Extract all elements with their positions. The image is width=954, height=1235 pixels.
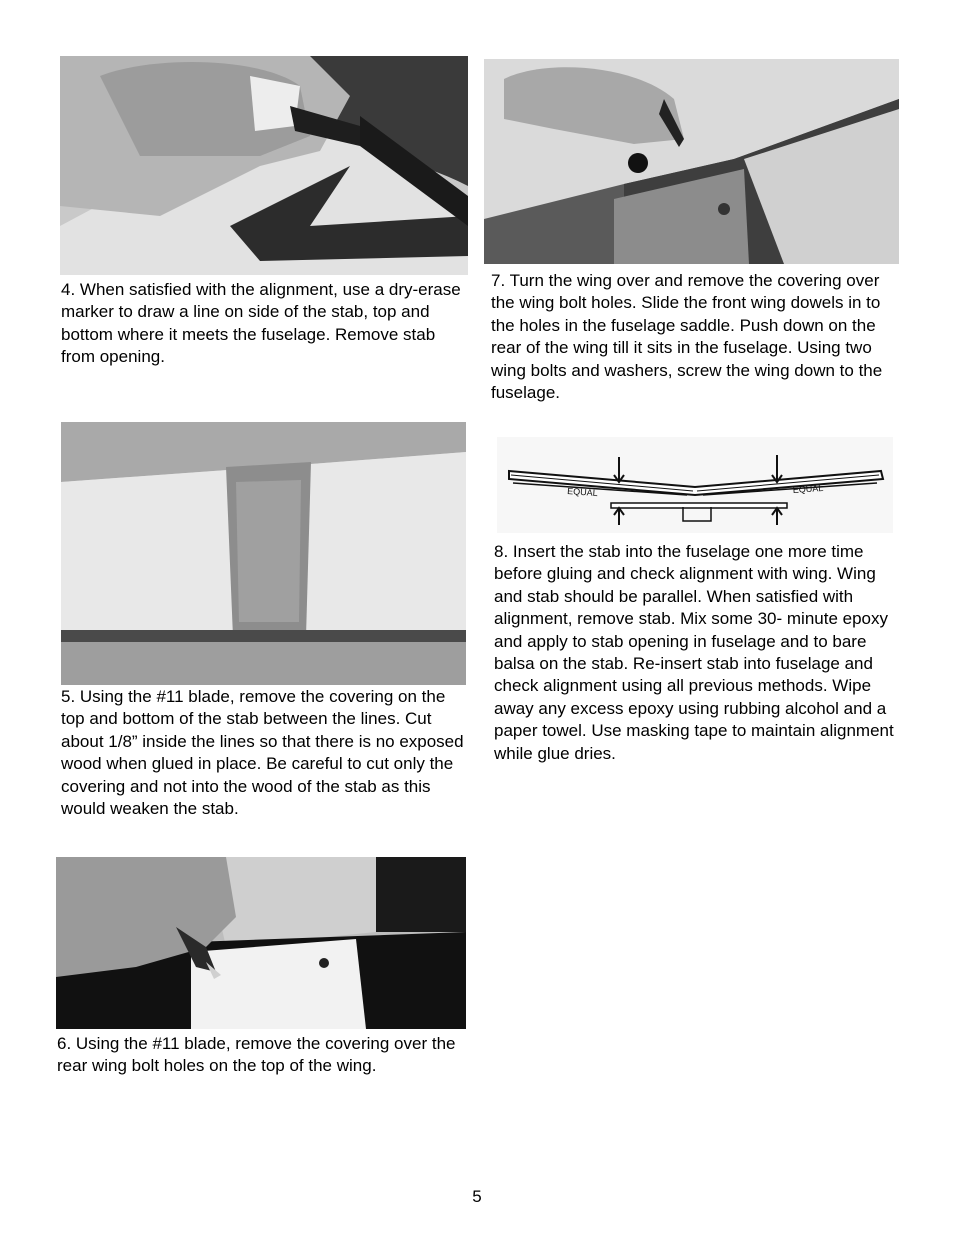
photo-step7-wing-bolt-holes xyxy=(484,59,899,264)
photo-step6-rear-bolt-holes xyxy=(56,857,466,1029)
photo-step4-marking-stab xyxy=(60,56,468,275)
page-number: 5 xyxy=(472,1187,482,1206)
step4-caption: 4. When satisfied with the alignment, use a dry-erase marker to draw a line on side of the stab, top and bottom where it meets the fuselage. Remove stab from opening. xyxy=(61,280,461,367)
photo-step5-stab-covering xyxy=(61,422,466,685)
step8-caption: 8. Insert the stab into the fuselage one more time before gluing and check alignment with wing. Wing and stab should be parallel. When satisfied with alignment, remove stab. Mix some 30- minute epoxy and apply to stab opening in fuselage and to bare balsa on the stab. Re-insert stab into fuselage and check alignment using all previous methods. Wipe away any excess epoxy using rubbing alcohol and a paper towel. Use masking tape to maintain alignment while glue dries. xyxy=(494,542,894,763)
step7-caption: 7. Turn the wing over and remove the covering over the wing bolt holes. Slide the front wing dowels in to the holes in the fuselage saddle. Push down on the rear of the wing till it sits in the fuselage. Using two wing bolts and washers, screw the wing down to the fuselage. xyxy=(491,271,883,403)
diagram-equal-label-right: EQUAL xyxy=(792,482,824,495)
diagram-equal-label-left: EQUAL xyxy=(566,486,598,499)
step6-caption: 6. Using the #11 blade, remove the covering over the rear wing bolt holes on the top of the wing. xyxy=(57,1034,456,1076)
step5-caption: 5. Using the #11 blade, remove the covering on the top and bottom of the stab between the lines. Cut about 1/8” inside the lines so that there is no exposed wood when glued in place. Be careful to cut only the covering and not into the wood of the stab as this would weaken the stab. xyxy=(61,687,464,819)
diagram-step8-wing-stab-alignment xyxy=(497,437,893,533)
